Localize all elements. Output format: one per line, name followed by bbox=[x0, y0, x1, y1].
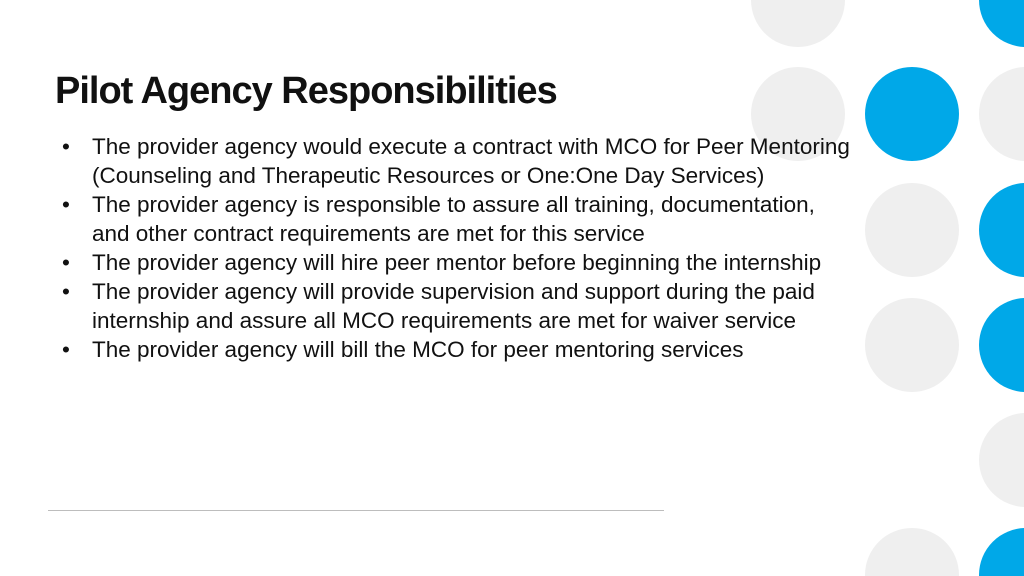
decor-circle bbox=[865, 183, 959, 277]
bullet-marker: • bbox=[62, 192, 70, 217]
decor-circle bbox=[865, 528, 959, 576]
bullet-text: The provider agency is responsible to assure all training, documentation, and other contract requirements are met for this service bbox=[92, 192, 815, 246]
bullet-item bbox=[62, 248, 852, 277]
bullet-text: The provider agency will provide supervision and support during the paid internship and assure all MCO requirements are met for waiver service bbox=[92, 279, 815, 333]
bullet-list bbox=[62, 132, 852, 364]
decor-circle bbox=[979, 67, 1024, 161]
bullet-marker: • bbox=[62, 279, 70, 304]
decor-circle bbox=[979, 528, 1024, 576]
bullet-marker: • bbox=[62, 134, 70, 159]
bullet-item bbox=[62, 277, 852, 335]
bullet-item bbox=[62, 132, 852, 190]
bullet-item bbox=[62, 335, 852, 364]
decor-circle bbox=[751, 0, 845, 47]
decor-circle bbox=[865, 67, 959, 161]
bullet-text: The provider agency would execute a contract with MCO for Peer Mentoring (Counseling and Therapeutic Resources or One:One Day Services) bbox=[92, 134, 850, 188]
decor-circle bbox=[979, 0, 1024, 47]
bullet-marker: • bbox=[62, 337, 70, 362]
decor-circle bbox=[979, 183, 1024, 277]
footer-divider bbox=[48, 510, 664, 511]
bullet-text: The provider agency will hire peer mentor before beginning the internship bbox=[92, 250, 822, 275]
slide-title: Pilot Agency Responsibilities bbox=[55, 70, 557, 112]
decor-circle bbox=[979, 298, 1024, 392]
bullet-marker: • bbox=[62, 250, 70, 275]
decor-circle bbox=[865, 298, 959, 392]
decor-circle bbox=[979, 413, 1024, 507]
bullet-item bbox=[62, 190, 852, 248]
bullet-text: The provider agency will bill the MCO for peer mentoring services bbox=[92, 337, 744, 362]
